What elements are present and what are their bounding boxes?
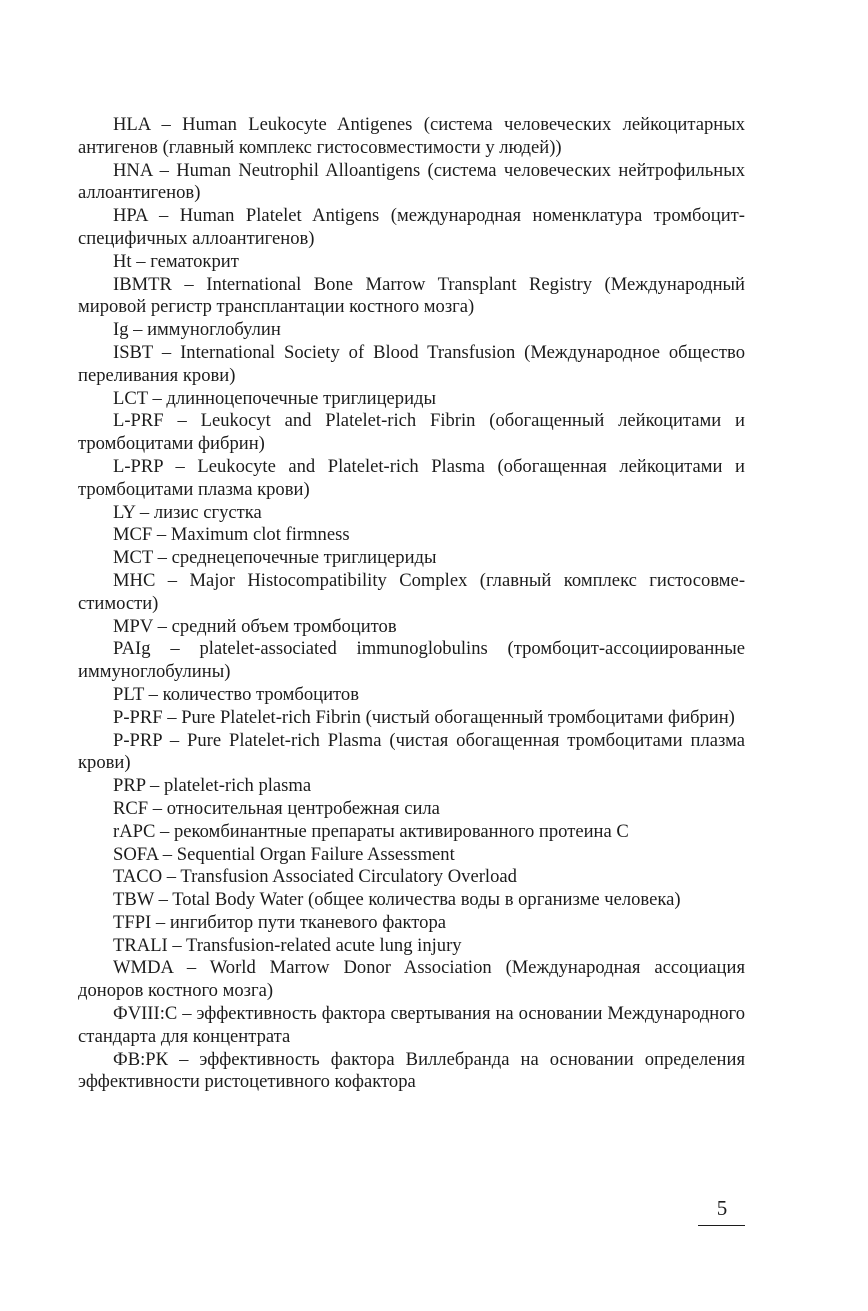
- abbreviation-term: PAIg: [113, 638, 151, 660]
- abbreviation-entry: [78, 1049, 745, 1095]
- abbreviation-definition: Major Histocompatibility Complex (главный комплекс гистосовместимости): [78, 569, 746, 614]
- abbreviation-term: HLA: [113, 114, 151, 135]
- abbreviation-definition: средний объем тромбоцитов: [171, 615, 397, 637]
- abbreviation-definition: лизис сгустка: [153, 501, 262, 523]
- abbreviation-term: LCT: [113, 387, 148, 409]
- abbreviation-term: RCF: [113, 797, 149, 819]
- abbreviation-definition: Human Platelet Antigens (международная номенклатура тромбоцит-специфичных аллоантигенов): [78, 205, 746, 249]
- abbreviation-term: TBW: [113, 889, 154, 911]
- abbreviation-term: ФVIII:C: [113, 1003, 178, 1025]
- abbreviation-entry: [78, 524, 745, 547]
- abbreviation-definition: иммуноглобулин: [147, 319, 281, 341]
- abbreviation-term: IBMTR: [113, 273, 172, 295]
- abbreviation-entry: [78, 1003, 745, 1049]
- abbreviation-definition: длинноцепочечные триглицериды: [166, 387, 436, 409]
- abbreviation-entry: [78, 502, 745, 525]
- abbreviation-separator: –: [151, 911, 170, 933]
- abbreviation-separator: –: [148, 797, 167, 819]
- abbreviation-separator: –: [145, 775, 164, 797]
- abbreviation-separator: –: [155, 569, 190, 591]
- abbreviation-separator: –: [162, 866, 181, 888]
- abbreviation-term: MHC: [113, 569, 156, 591]
- abbreviation-term: WMDA: [113, 957, 173, 979]
- page-number-box: [698, 1195, 745, 1226]
- abbreviation-definition: рекомбинантные препараты активированного протеина C: [173, 820, 629, 842]
- abbreviation-definition: Transfusion Associated Circulatory Overload: [180, 866, 517, 888]
- abbreviation-definition: Human Leukocyte Antigenes (система человеческих лейкоцитарных антигенов (главный комплекс гистосовместимости у людей)): [78, 114, 746, 158]
- abbreviation-entry: [78, 160, 745, 206]
- abbreviation-entry: [78, 205, 745, 251]
- abbreviation-term: TRALI: [113, 934, 168, 956]
- abbreviation-entry: [78, 388, 745, 411]
- abbreviation-term: PLT: [113, 683, 145, 705]
- abbreviation-separator: –: [152, 615, 172, 637]
- abbreviation-term: Ht: [113, 250, 132, 272]
- abbreviation-term: L-PRF: [113, 410, 164, 432]
- abbreviation-entry: [78, 570, 745, 616]
- abbreviation-separator: –: [152, 547, 172, 569]
- abbreviation-definition: эффективность фактора Виллебранда на основании определения эффективности ристоцетивного кофактора: [78, 1048, 746, 1093]
- abbreviation-separator: –: [150, 114, 183, 135]
- abbreviation-entry: [78, 319, 745, 342]
- abbreviation-term: LY: [113, 501, 136, 523]
- abbreviation-term: HNA: [113, 159, 153, 181]
- abbreviation-definition: Transfusion-related acute lung injury: [186, 934, 462, 956]
- abbreviation-definition: среднецепочечные триглицериды: [171, 547, 437, 569]
- abbreviation-term: SOFA: [113, 843, 159, 865]
- abbreviation-entry: [78, 114, 745, 160]
- abbreviation-entry: [78, 410, 745, 456]
- abbreviation-separator: –: [152, 524, 171, 546]
- abbreviation-definition: количество тромбоцитов: [162, 683, 359, 705]
- abbreviation-separator: –: [144, 683, 163, 705]
- abbreviation-term: HPA: [113, 205, 148, 227]
- abbreviation-separator: –: [131, 250, 151, 272]
- abbreviation-separator: –: [147, 387, 167, 409]
- abbreviation-term: PRP: [113, 775, 146, 797]
- abbreviation-list: [78, 114, 745, 1094]
- abbreviation-separator: –: [163, 410, 201, 432]
- abbreviation-entry: [78, 616, 745, 639]
- abbreviation-entry: [78, 456, 745, 502]
- abbreviation-definition: эффективность фактора свертывания на основании Международного стандарта для концентрата: [78, 1003, 745, 1047]
- abbreviation-separator: –: [128, 319, 148, 341]
- abbreviation-separator: –: [150, 638, 200, 660]
- abbreviation-separator: –: [152, 341, 181, 363]
- abbreviation-separator: –: [167, 934, 187, 956]
- abbreviation-separator: –: [162, 455, 198, 477]
- abbreviation-separator: –: [171, 273, 207, 295]
- abbreviation-entry: [78, 638, 745, 684]
- abbreviation-definition: platelet-rich plasma: [164, 775, 312, 797]
- abbreviation-entry: [78, 684, 745, 707]
- abbreviation-entry: [78, 957, 745, 1003]
- abbreviation-term: TACO: [113, 866, 163, 888]
- abbreviation-separator: –: [177, 1003, 197, 1025]
- abbreviation-entry: [78, 844, 745, 867]
- abbreviation-entry: [78, 798, 745, 821]
- abbreviation-term: MCT: [113, 547, 153, 569]
- abbreviation-term: TFPI: [113, 911, 152, 933]
- abbreviation-term: MPV: [113, 615, 153, 637]
- abbreviation-separator: –: [147, 205, 180, 227]
- abbreviation-entry: [78, 889, 745, 912]
- abbreviation-definition: Leukocyte and Platelet-rich Plasma (обогащенная лейкоцитами и тромбоцитами плазма крови): [78, 455, 745, 500]
- abbreviation-entry: [78, 707, 745, 730]
- abbreviation-definition: Maximum clot firmness: [170, 524, 350, 546]
- abbreviation-term: P-PRF: [113, 706, 163, 728]
- abbreviation-entry: [78, 821, 745, 844]
- abbreviation-term: ISBT: [113, 341, 153, 363]
- abbreviation-definition: World Marrow Donor Association (Международная ассоциация доноров костного мозга): [78, 957, 745, 1002]
- abbreviation-definition: Total Body Water (общее количества воды в организме человека): [172, 889, 681, 911]
- abbreviation-definition: относительная центробежная сила: [166, 797, 440, 819]
- abbreviation-separator: –: [168, 1048, 200, 1070]
- abbreviation-entry: [78, 912, 745, 935]
- abbreviation-term: L-PRP: [113, 455, 163, 477]
- abbreviation-separator: –: [172, 957, 210, 979]
- abbreviation-definition: International Bone Marrow Transplant Registry (Международный мировой регистр трансплантации костного мозга): [78, 273, 745, 318]
- abbreviation-term: P-PRP: [113, 729, 162, 751]
- abbreviation-definition: Pure Platelet-rich Fibrin (чистый обогащенный тромбоцитами фибрин): [181, 706, 735, 728]
- abbreviation-entry: [78, 274, 745, 320]
- abbreviation-entry: [78, 547, 745, 570]
- abbreviation-definition: ингибитор пути тканевого фактора: [169, 911, 447, 933]
- abbreviation-entry: [78, 342, 745, 388]
- abbreviation-definition: Sequential Organ Failure Assessment: [176, 843, 455, 865]
- abbreviation-entry: [78, 935, 745, 958]
- page-number: 5: [716, 1196, 728, 1220]
- abbreviation-separator: –: [153, 889, 173, 911]
- abbreviation-separator: –: [161, 729, 188, 751]
- abbreviation-definition: platelet-associated immunoglobulins (тромбоцит-ассоциированные иммуноглобулины): [78, 638, 745, 683]
- abbreviation-separator: –: [158, 843, 177, 865]
- abbreviation-term: ФВ:РК: [113, 1048, 169, 1070]
- abbreviation-entry: [78, 775, 745, 798]
- abbreviation-entry: [78, 251, 745, 274]
- abbreviation-separator: –: [152, 159, 177, 181]
- abbreviation-separator: –: [162, 706, 182, 728]
- abbreviation-definition: International Society of Blood Transfusion (Международное общество переливания крови): [78, 341, 746, 386]
- abbreviation-definition: гематокрит: [150, 250, 239, 272]
- abbreviation-term: rAPC: [113, 820, 156, 842]
- abbreviation-entry: [78, 730, 745, 776]
- abbreviation-separator: –: [155, 820, 174, 842]
- abbreviation-separator: –: [135, 501, 154, 523]
- abbreviation-definition: Leukocyt and Platelet-rich Fibrin (обогащенный лейкоцитами и тромбоцитами фибрин): [78, 410, 746, 455]
- abbreviation-term: MCF: [113, 524, 153, 546]
- abbreviation-definition: Human Neutrophil Alloantigens (система человеческих нейтрофильных аллоантигенов): [78, 159, 745, 204]
- abbreviation-entry: [78, 866, 745, 889]
- abbreviation-term: Ig: [113, 319, 129, 341]
- abbreviation-definition: Pure Platelet-rich Plasma (чистая обогащенная тромбоцитами плазма крови): [78, 729, 745, 774]
